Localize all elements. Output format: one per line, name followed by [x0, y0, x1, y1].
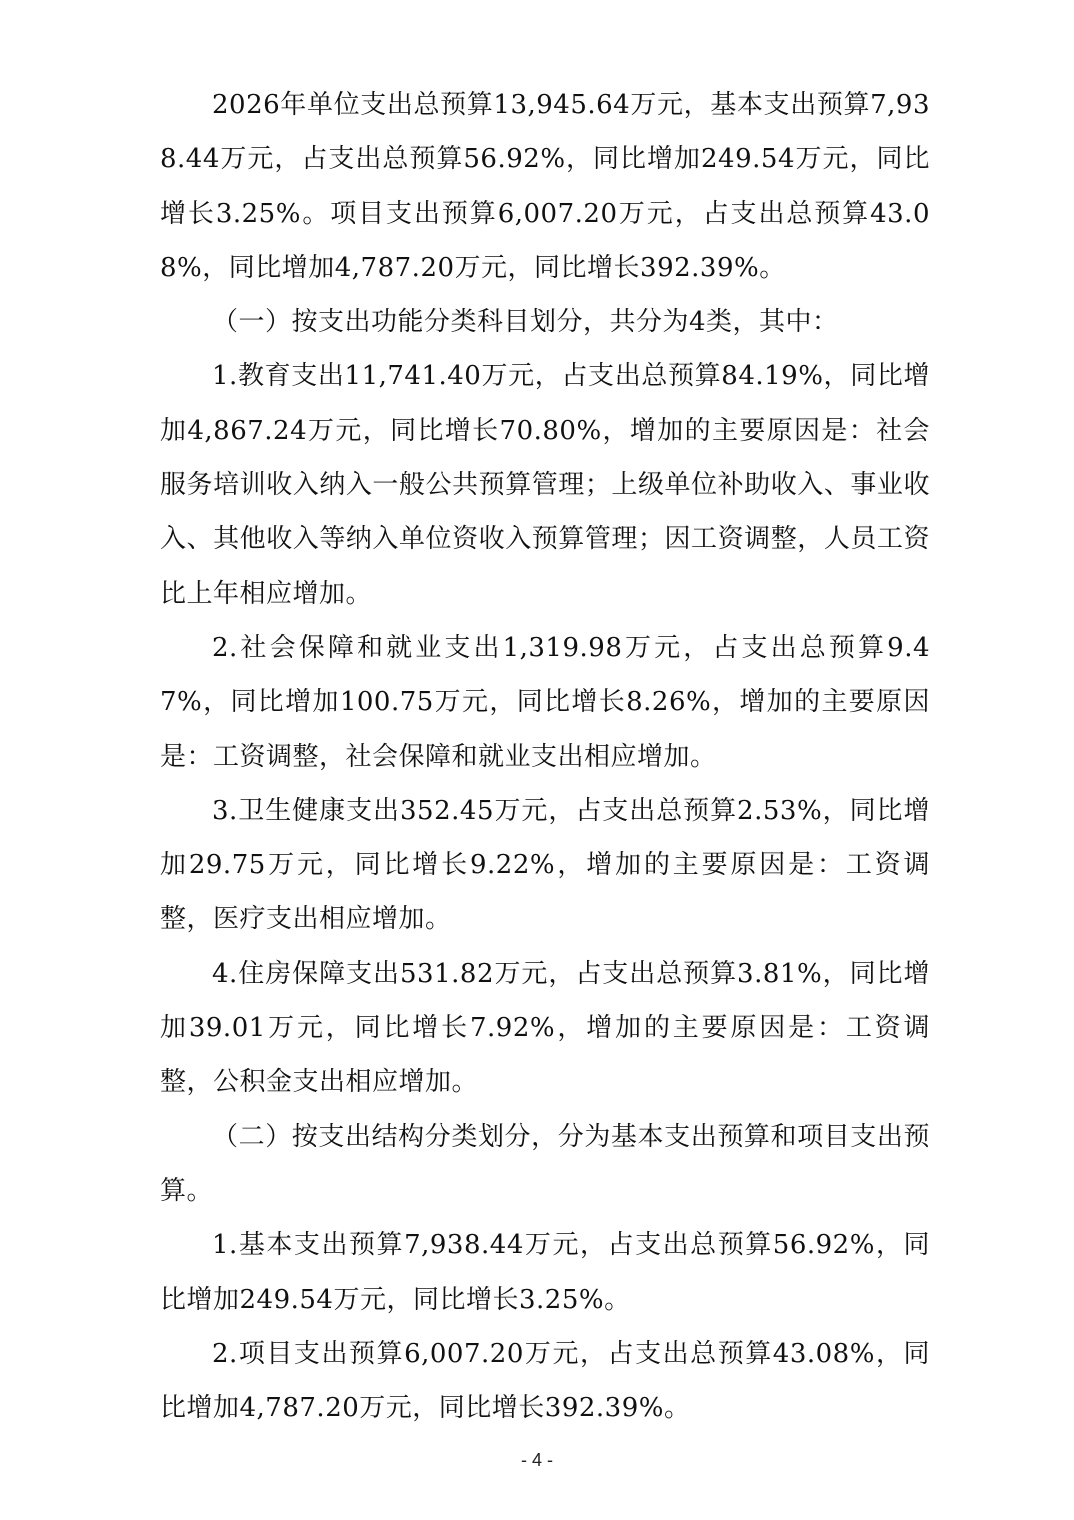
section-heading-functional-classification: （一）按支出功能分类科目划分，共分为4类，其中：: [212, 307, 839, 338]
page-number: - 4 -: [520, 1450, 553, 1470]
paragraph-project-expenditure: 2.项目支出预算6,007.20万元，占支出总预算43.08%，同比增加4,787.20万元，同比增长392.39%。: [160, 1338, 930, 1424]
section-heading-structural-classification: （二）按支出结构分类划分，分为基本支出预算和项目支出预算。: [160, 1121, 930, 1206]
paragraph-education-expenditure: 1.教育支出11,741.40万元，占支出总预算84.19%，同比增加4,867.24万元，同比增长70.80%，增加的主要原因是：社会服务培训收入纳入一般公共预算管理；上级单位补助收入、事业收入、其他收入等纳入单位资收入预算管理；因工资调整，人员工资比上年相应增加。: [160, 361, 930, 609]
paragraph-basic-expenditure: 1.基本支出预算7,938.44万元，占支出总预算56.92%，同比增加249.54万元，同比增长3.25%。: [160, 1230, 930, 1315]
paragraph-budget-summary: 2026年单位支出总预算13,945.64万元，基本支出预算7,938.44万元，占支出总预算56.92%，同比增加249.54万元，同比增长3.25%。项目支出预算6,007.20万元，占支出总预算43.08%，同比增加4,787.20万元，同比增长392.39%。: [160, 90, 930, 283]
paragraph-health-expenditure: 3.卫生健康支出352.45万元，占支出总预算2.53%，同比增加29.75万元，同比增长9.22%，增加的主要原因是：工资调整，医疗支出相应增加。: [160, 795, 930, 935]
paragraph-social-security-expenditure: 2.社会保障和就业支出1,319.98万元，占支出总预算9.47%，同比增加100.75万元，同比增长8.26%，增加的主要原因是：工资调整，社会保障和就业支出相应增加。: [160, 632, 930, 772]
document-body: [160, 78, 930, 1435]
paragraph-housing-expenditure: 4.住房保障支出531.82万元，占支出总预算3.81%，同比增加39.01万元，同比增长7.92%，增加的主要原因是：工资调整，公积金支出相应增加。: [160, 958, 930, 1098]
